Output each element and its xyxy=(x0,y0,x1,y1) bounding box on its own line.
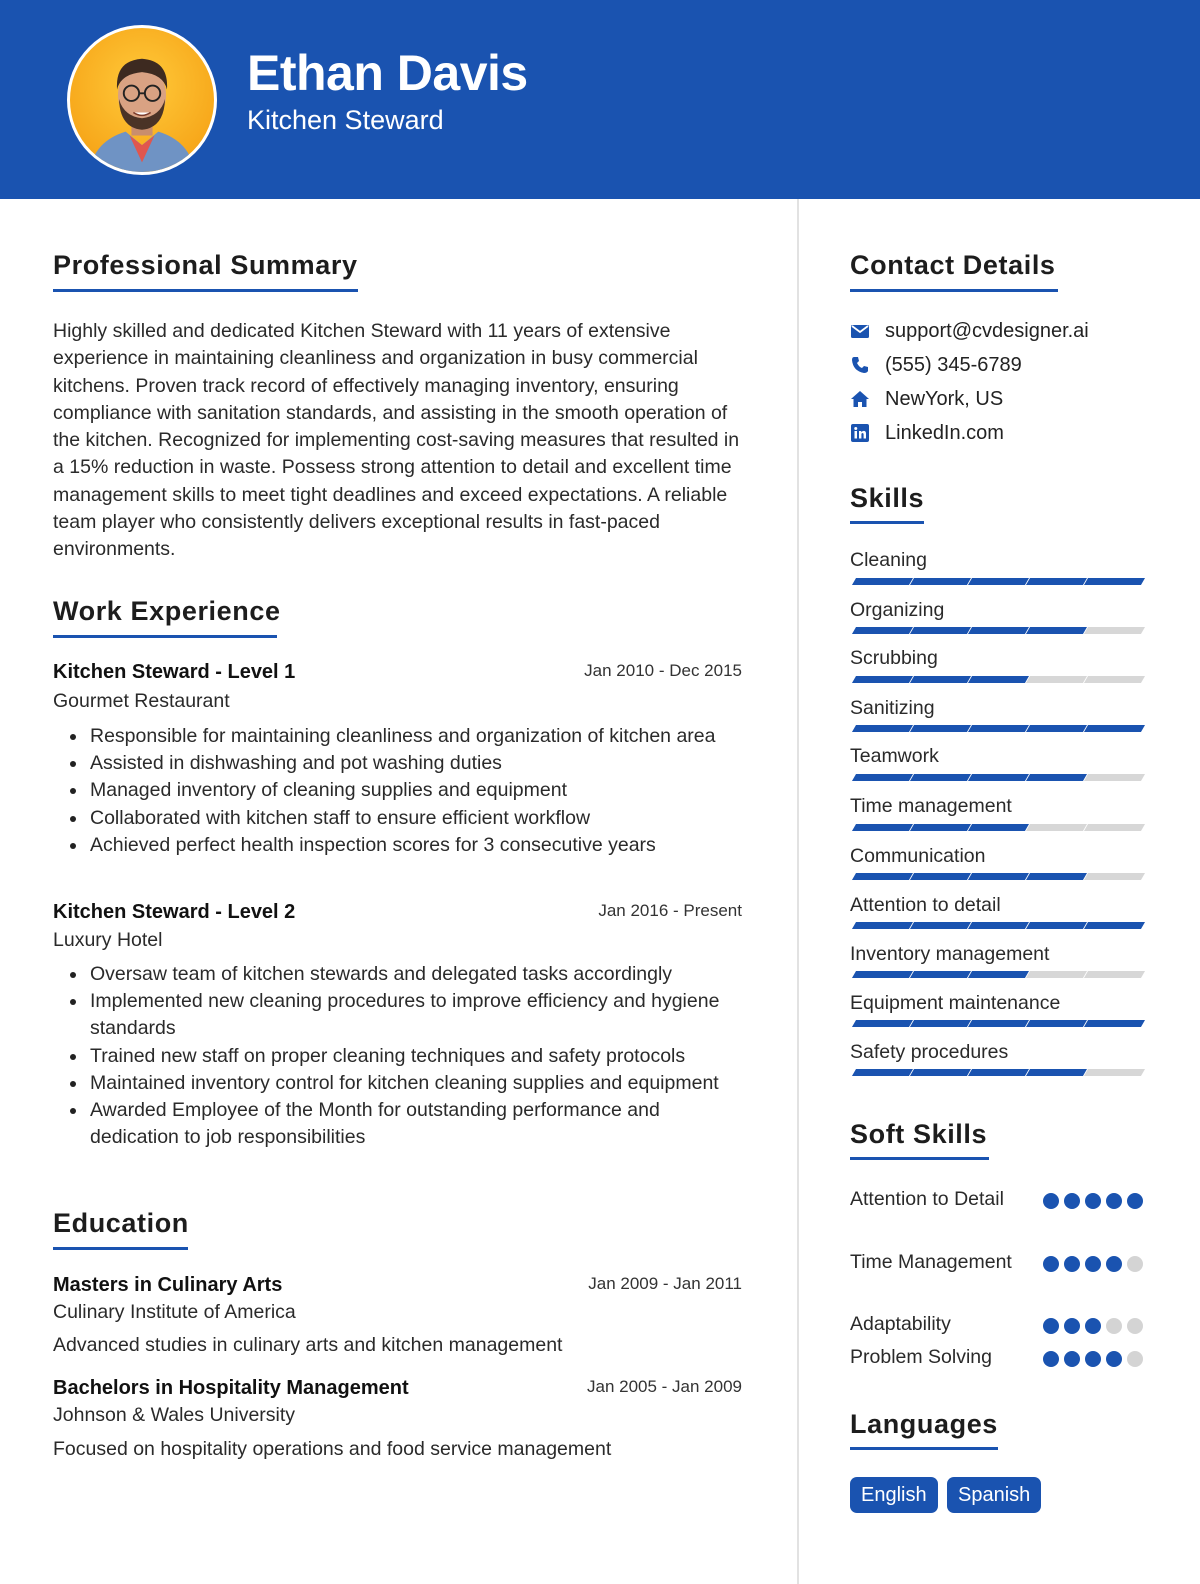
rating-dot-empty xyxy=(1127,1351,1143,1367)
degree-title: Bachelors in Hospitality Management xyxy=(53,1377,409,1399)
job-title: Kitchen Steward - Level 1 xyxy=(53,661,296,683)
rating-dot-filled xyxy=(1106,1351,1122,1367)
job-bullet: Responsible for maintaining cleanliness and organization of kitchen area xyxy=(68,723,748,750)
contact-heading: Contact Details xyxy=(850,250,1056,280)
rating-dot-filled xyxy=(1064,1318,1080,1334)
skill-segment-filled xyxy=(852,578,913,585)
skill-segment-empty xyxy=(1084,676,1145,683)
skill-segment-filled xyxy=(968,971,1029,978)
education-description: Focused on hospitality operations and food service management xyxy=(53,1438,612,1460)
skill-name: Time management xyxy=(850,795,1012,817)
rating-dot-filled xyxy=(1064,1193,1080,1209)
rating-dot-filled xyxy=(1085,1256,1101,1272)
rating-dot-empty xyxy=(1106,1318,1122,1334)
job-bullet: Oversaw team of kitchen stewards and delegated tasks accordingly xyxy=(68,961,748,988)
skill-segment-filled xyxy=(968,1069,1029,1076)
job-bullet: Awarded Employee of the Month for outstanding performance and dedication to job responsibilities xyxy=(68,1097,748,1151)
skill-segment-filled xyxy=(968,922,1029,929)
languages-underline xyxy=(850,1447,998,1450)
skill-segment-filled xyxy=(968,578,1029,585)
soft-skill-name: Time Management xyxy=(850,1251,1012,1273)
rating-dot-filled xyxy=(1085,1351,1101,1367)
skill-segment-filled xyxy=(1026,1020,1087,1027)
skill-level-bar xyxy=(850,824,1146,831)
rating-dot-filled xyxy=(1064,1351,1080,1367)
job-dates: Jan 2010 - Dec 2015 xyxy=(584,661,742,680)
skill-segment-filled xyxy=(852,676,913,683)
skill-segment-empty xyxy=(1084,971,1145,978)
skill-segment-filled xyxy=(852,873,913,880)
skill-segment-filled xyxy=(1026,922,1087,929)
soft-skill-name: Attention to Detail xyxy=(850,1188,1004,1210)
skill-name: Safety procedures xyxy=(850,1041,1009,1063)
skill-name: Cleaning xyxy=(850,549,927,571)
rating-dot-empty xyxy=(1127,1318,1143,1334)
job-bullets xyxy=(68,961,748,1151)
rating-dot-empty xyxy=(1127,1256,1143,1272)
experience-heading: Work Experience xyxy=(53,596,281,626)
rating-dot-filled xyxy=(1043,1318,1059,1334)
candidate-role: Kitchen Steward xyxy=(247,105,444,135)
skill-segment-filled xyxy=(852,627,913,634)
contact-email[interactable] xyxy=(850,318,1089,344)
rating-dot-filled xyxy=(1043,1351,1059,1367)
skill-segment-empty xyxy=(1084,774,1145,781)
rating-dot-filled xyxy=(1106,1193,1122,1209)
job-bullets xyxy=(68,723,748,859)
skill-segment-filled xyxy=(1084,922,1145,929)
rating-dot-filled xyxy=(1085,1318,1101,1334)
skill-segment-empty xyxy=(1026,971,1087,978)
skills-heading: Skills xyxy=(850,483,925,513)
skill-level-bar xyxy=(850,922,1146,929)
languages-heading: Languages xyxy=(850,1409,998,1439)
phone-text: (555) 345-6789 xyxy=(885,353,1022,376)
contact-location xyxy=(850,386,1003,412)
skill-name: Scrubbing xyxy=(850,647,938,669)
skill-segment-filled xyxy=(968,725,1029,732)
skill-segment-filled xyxy=(1026,578,1087,585)
skill-segment-empty xyxy=(1084,627,1145,634)
rating-dot-filled xyxy=(1043,1256,1059,1272)
education-dates: Jan 2009 - Jan 2011 xyxy=(588,1274,742,1293)
school-name: Culinary Institute of America xyxy=(53,1301,296,1323)
rating-dot-filled xyxy=(1127,1193,1143,1209)
skill-name: Organizing xyxy=(850,599,945,621)
skill-level-bar xyxy=(850,676,1146,683)
skills-underline xyxy=(850,521,924,524)
school-name: Johnson & Wales University xyxy=(53,1404,296,1426)
skill-name: Inventory management xyxy=(850,943,1050,965)
skill-segment-filled xyxy=(968,824,1029,831)
skill-segment-filled xyxy=(910,873,971,880)
skill-segment-filled xyxy=(852,1069,913,1076)
soft-skill-name: Adaptability xyxy=(850,1313,951,1335)
soft-skills-underline xyxy=(850,1157,989,1160)
skill-level-bar xyxy=(850,971,1146,978)
skill-segment-filled xyxy=(1084,725,1145,732)
skill-segment-filled xyxy=(910,627,971,634)
contact-linkedin[interactable] xyxy=(850,420,1004,446)
rating-dot-filled xyxy=(1085,1193,1101,1209)
skill-segment-filled xyxy=(968,873,1029,880)
column-divider xyxy=(797,199,799,1584)
skill-name: Equipment maintenance xyxy=(850,992,1061,1014)
job-bullet: Implemented new cleaning procedures to improve efficiency and hygiene standards xyxy=(68,988,748,1042)
skill-segment-filled xyxy=(852,922,913,929)
skill-name: Sanitizing xyxy=(850,697,935,719)
skill-segment-filled xyxy=(1026,627,1087,634)
education-underline xyxy=(53,1247,188,1250)
skill-segment-filled xyxy=(852,971,913,978)
skill-segment-filled xyxy=(910,774,971,781)
skill-segment-filled xyxy=(910,578,971,585)
education-description: Advanced studies in culinary arts and kitchen management xyxy=(53,1334,563,1356)
skill-segment-filled xyxy=(910,971,971,978)
skill-segment-empty xyxy=(1084,873,1145,880)
skill-segment-filled xyxy=(1084,578,1145,585)
job-company: Gourmet Restaurant xyxy=(53,690,230,712)
job-bullet: Assisted in dishwashing and pot washing duties xyxy=(68,750,748,777)
job-bullet: Managed inventory of cleaning supplies and equipment xyxy=(68,777,748,804)
home-icon xyxy=(850,389,870,409)
phone-icon xyxy=(850,355,870,375)
skill-level-bar xyxy=(850,774,1146,781)
rating-dot-filled xyxy=(1106,1256,1122,1272)
skill-segment-filled xyxy=(968,627,1029,634)
education-heading: Education xyxy=(53,1208,189,1238)
job-bullet: Achieved perfect health inspection scores for 3 consecutive years xyxy=(68,832,748,859)
job-bullet: Maintained inventory control for kitchen cleaning supplies and equipment xyxy=(68,1070,748,1097)
skill-segment-filled xyxy=(852,725,913,732)
summary-heading: Professional Summary xyxy=(53,250,358,280)
skill-segment-empty xyxy=(1026,676,1087,683)
skill-level-bar xyxy=(850,1069,1146,1076)
skill-segment-filled xyxy=(1084,1020,1145,1027)
experience-underline xyxy=(53,635,277,638)
skill-level-bar xyxy=(850,578,1146,585)
job-bullet: Collaborated with kitchen staff to ensure efficient workflow xyxy=(68,805,748,832)
education-dates: Jan 2005 - Jan 2009 xyxy=(586,1377,742,1396)
skill-segment-filled xyxy=(968,1020,1029,1027)
location-text: NewYork, US xyxy=(885,387,1004,410)
skill-level-bar xyxy=(850,725,1146,732)
skill-segment-filled xyxy=(910,1069,971,1076)
candidate-name: Ethan Davis xyxy=(247,45,528,101)
skill-segment-filled xyxy=(1026,873,1087,880)
skill-name: Communication xyxy=(850,845,986,867)
email-text: support@cvdesigner.ai xyxy=(885,319,1089,342)
skill-segment-filled xyxy=(1026,725,1087,732)
contact-underline xyxy=(850,289,1058,292)
skill-segment-empty xyxy=(1084,824,1145,831)
skill-name: Teamwork xyxy=(850,745,939,767)
skill-segment-filled xyxy=(910,676,971,683)
summary-text: Highly skilled and dedicated Kitchen Steward with 11 years of extensive experience in maintaining cleanliness and organization in busy commercial kitchens. Proven track record of effectively managing inventory, ensuring compliance with sanitation standards, and assisting in the smooth operation of the kitchen. Recognized for implementing cost-saving measures that resulted in a 15% reduction in waste. Possess strong attention to detail and excellent time management skills to meet tight deadlines and exceed expectations. A reliable team player who consistently delivers exceptional results in fast-paced environments. xyxy=(53,320,740,561)
job-company: Luxury Hotel xyxy=(53,929,163,951)
skill-segment-filled xyxy=(852,774,913,781)
job-bullet: Trained new staff on proper cleaning techniques and safety protocols xyxy=(68,1043,748,1070)
envelope-icon xyxy=(850,321,870,341)
skill-segment-filled xyxy=(852,1020,913,1027)
skill-segment-filled xyxy=(852,824,913,831)
soft-skills-heading: Soft Skills xyxy=(850,1119,988,1149)
degree-title: Masters in Culinary Arts xyxy=(53,1274,283,1296)
linkedin-icon xyxy=(850,423,870,443)
soft-skill-name: Problem Solving xyxy=(850,1346,992,1368)
skill-segment-empty xyxy=(1026,824,1087,831)
skill-level-bar xyxy=(850,1020,1146,1027)
profile-photo xyxy=(67,25,217,175)
skill-segment-filled xyxy=(968,676,1029,683)
skill-segment-filled xyxy=(910,725,971,732)
linkedin-text: LinkedIn.com xyxy=(885,421,1004,444)
skill-segment-filled xyxy=(968,774,1029,781)
rating-dot-filled xyxy=(1043,1193,1059,1209)
skill-level-bar xyxy=(850,873,1146,880)
skill-segment-empty xyxy=(1084,1069,1145,1076)
skill-level-bar xyxy=(850,627,1146,634)
language-badge: English xyxy=(850,1477,938,1513)
language-badge: Spanish xyxy=(947,1477,1041,1513)
rating-dot-filled xyxy=(1064,1256,1080,1272)
person-portrait-icon xyxy=(70,28,214,172)
job-title: Kitchen Steward - Level 2 xyxy=(53,901,296,923)
skill-name: Attention to detail xyxy=(850,894,1001,916)
skill-segment-filled xyxy=(910,1020,971,1027)
skill-segment-filled xyxy=(1026,774,1087,781)
skill-segment-filled xyxy=(910,922,971,929)
job-dates: Jan 2016 - Present xyxy=(598,901,742,920)
summary-underline xyxy=(53,289,358,292)
skill-segment-filled xyxy=(910,824,971,831)
resume-header xyxy=(0,0,1200,199)
contact-phone[interactable] xyxy=(850,352,1022,378)
skill-segment-filled xyxy=(1026,1069,1087,1076)
